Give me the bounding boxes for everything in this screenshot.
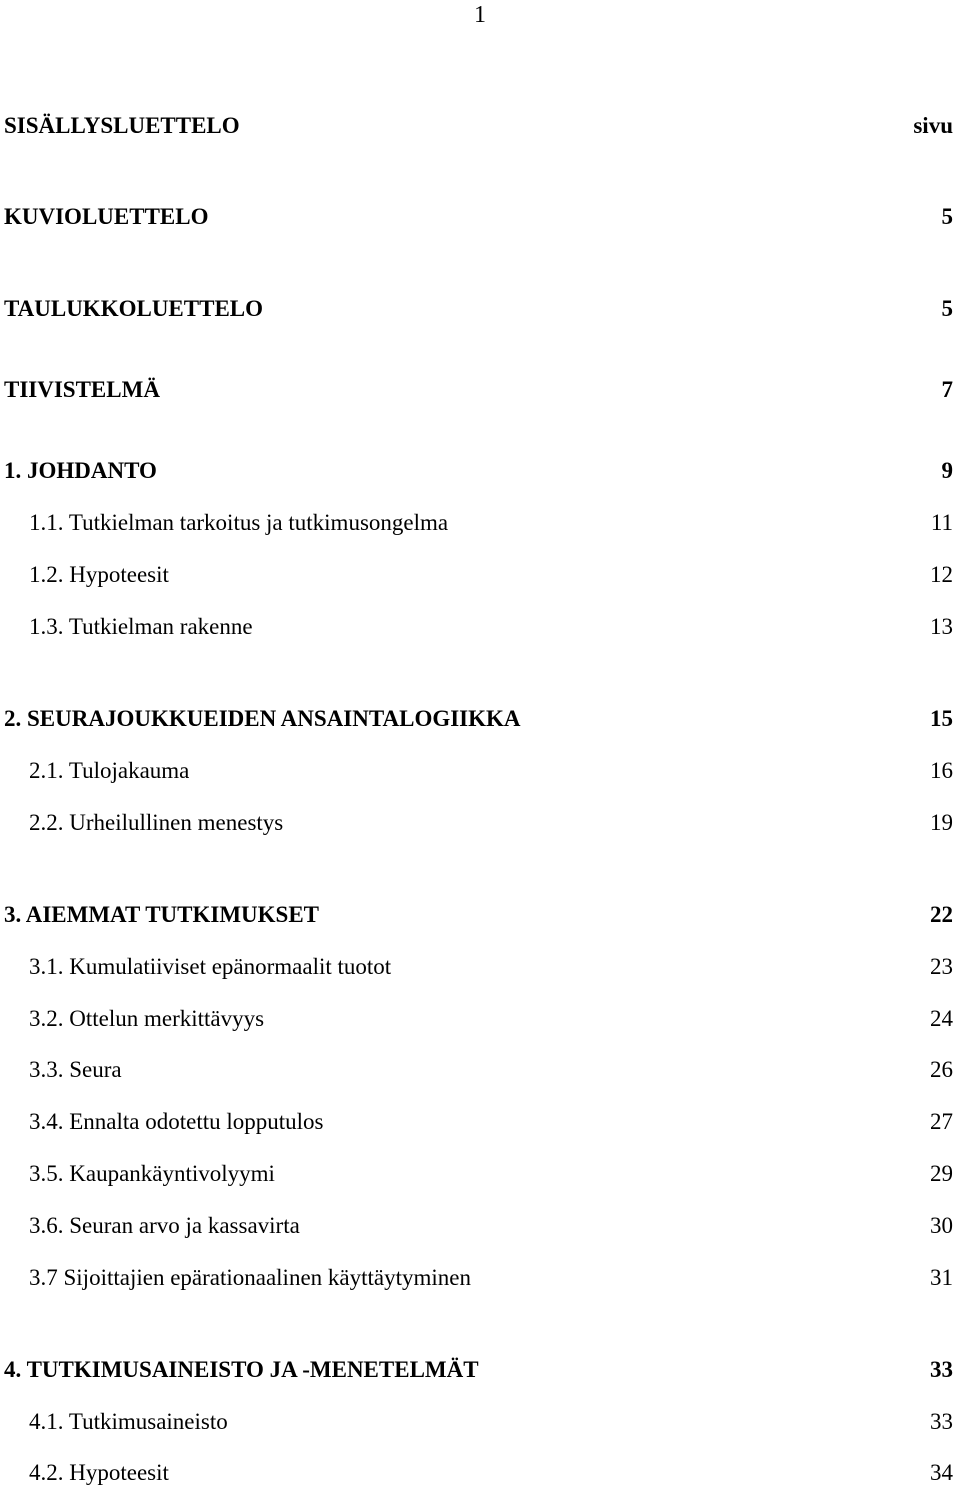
toc-entry-title: 1.3. Tutkielman rakenne xyxy=(29,614,253,639)
toc-entry-title: 3.6. Seuran arvo ja kassavirta xyxy=(29,1213,300,1238)
toc-entry-title: 1. JOHDANTO xyxy=(4,458,157,483)
toc-entry-page: 12 xyxy=(930,562,953,587)
toc-entry[interactable] xyxy=(0,455,960,487)
toc-entry[interactable] xyxy=(0,1262,960,1294)
toc-entry[interactable] xyxy=(0,611,960,643)
toc-entry-title: 4.2. Hypoteesit xyxy=(29,1460,169,1485)
toc-entry-title: 3.4. Ennalta odotettu lopputulos xyxy=(29,1109,324,1134)
toc-entry[interactable] xyxy=(0,1158,960,1190)
toc-entry[interactable] xyxy=(0,507,960,539)
toc-entry-page: 7 xyxy=(941,377,953,402)
toc-entry-page: 16 xyxy=(930,758,953,783)
toc-page-label: sivu xyxy=(913,113,953,138)
toc-entry-title: 1.1. Tutkielman tarkoitus ja tutkimusongelma xyxy=(29,510,449,535)
toc-entry-title: 2.2. Urheilullinen menestys xyxy=(29,810,284,835)
toc-entry-title: 2. SEURAJOUKKUEIDEN ANSAINTALOGIIKKA xyxy=(4,706,521,731)
toc-entry-title: TAULUKKOLUETTELO xyxy=(4,296,264,321)
toc-entry[interactable] xyxy=(0,807,960,839)
toc-entry-title: 3.5. Kaupankäyntivolyymi xyxy=(29,1161,275,1186)
toc-entry-title: 3.3. Seura xyxy=(29,1057,122,1082)
toc-entry-title: 3.1. Kumulatiiviset epänormaalit tuotot xyxy=(29,954,392,979)
toc-entry-page: 29 xyxy=(930,1161,953,1186)
toc-entry-page: 15 xyxy=(930,706,953,731)
toc-entry-page: 5 xyxy=(941,204,953,229)
toc-entry[interactable] xyxy=(0,755,960,787)
toc-entry-title: 1.2. Hypoteesit xyxy=(29,562,169,587)
toc-entry[interactable] xyxy=(0,1210,960,1242)
toc-entry-page: 30 xyxy=(930,1213,953,1238)
toc-entry-title: 3. AIEMMAT TUTKIMUKSET xyxy=(4,902,320,927)
toc-heading: SISÄLLYSLUETTELO xyxy=(4,113,240,138)
page-number: 1 xyxy=(474,2,486,28)
toc-entry-title: 3.7 Sijoittajien epärationaalinen käyttäytyminen xyxy=(29,1265,471,1290)
toc-entry-page: 11 xyxy=(930,510,953,535)
toc-entry[interactable] xyxy=(0,1457,960,1489)
toc-entry[interactable] xyxy=(0,201,960,233)
toc-entry-title: 4.1. Tutkimusaineisto xyxy=(29,1409,228,1434)
toc-entry-page: 26 xyxy=(930,1057,953,1082)
toc-entry[interactable] xyxy=(0,1054,960,1086)
toc-entry[interactable] xyxy=(0,951,960,983)
toc-entry-page: 13 xyxy=(930,614,953,639)
toc-entry-title: 4. TUTKIMUSAINEISTO JA -MENETELMÄT xyxy=(4,1357,479,1382)
toc-entry-page: 5 xyxy=(941,296,953,321)
toc-entry[interactable] xyxy=(0,703,960,735)
toc-entry[interactable] xyxy=(0,1003,960,1035)
toc-entry-page: 22 xyxy=(930,902,953,927)
toc-entry[interactable] xyxy=(0,293,960,325)
toc-entry-page: 33 xyxy=(930,1409,953,1434)
toc-entry-page: 34 xyxy=(930,1460,953,1485)
toc-entry-page: 33 xyxy=(930,1357,953,1382)
toc-entry[interactable] xyxy=(0,1106,960,1138)
toc-entry-title: 3.2. Ottelun merkittävyys xyxy=(29,1006,265,1031)
toc-entry[interactable] xyxy=(0,559,960,591)
toc-entry-page: 19 xyxy=(930,810,953,835)
toc-entry[interactable] xyxy=(0,1354,960,1386)
toc-entry-page: 31 xyxy=(930,1265,953,1290)
toc-entry-page: 23 xyxy=(930,954,953,979)
toc-entry-title: TIIVISTELMÄ xyxy=(4,377,160,402)
toc-entry-title: KUVIOLUETTELO xyxy=(4,204,209,229)
toc-entry[interactable] xyxy=(0,374,960,406)
toc-entry-title: 2.1. Tulojakauma xyxy=(29,758,190,783)
toc-entry[interactable] xyxy=(0,1406,960,1438)
toc-entry-page: 24 xyxy=(930,1006,953,1031)
toc-heading-row xyxy=(0,110,960,142)
toc-entry-page: 27 xyxy=(930,1109,953,1134)
toc-entry-page: 9 xyxy=(941,458,953,483)
toc-entry[interactable] xyxy=(0,899,960,931)
